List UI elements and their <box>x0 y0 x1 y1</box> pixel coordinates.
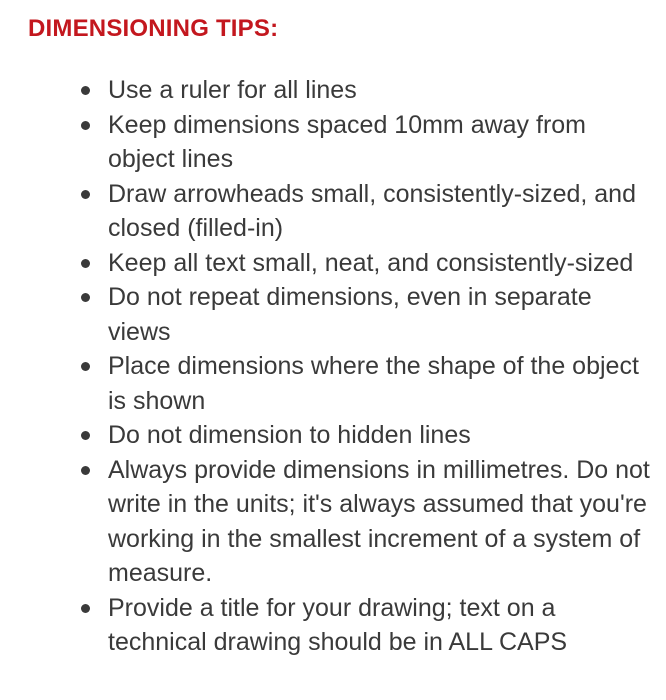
tips-list <box>108 73 653 660</box>
bullet-icon <box>81 604 90 613</box>
tip-text: Draw arrowheads small, consistently-sized, and closed (filled-in) <box>108 179 636 242</box>
bullet-icon <box>81 431 90 440</box>
bullet-icon <box>81 259 90 268</box>
tip-text: Place dimensions where the shape of the object is shown <box>108 352 639 415</box>
tip-text: Do not repeat dimensions, even in separate views <box>108 283 592 346</box>
bullet-icon <box>81 293 90 302</box>
list-item <box>108 280 653 349</box>
bullet-icon <box>81 121 90 130</box>
list-item <box>108 73 653 108</box>
page-title: DIMENSIONING TIPS: <box>28 15 279 42</box>
tip-text: Provide a title for your drawing; text on a technical drawing should be in ALL CAPS <box>108 593 568 656</box>
list-item <box>108 453 653 591</box>
list-item <box>108 591 653 660</box>
tip-text: Use a ruler for all lines <box>108 76 357 104</box>
tip-text: Do not dimension to hidden lines <box>108 421 471 449</box>
bullet-icon <box>81 362 90 371</box>
list-item <box>108 349 653 418</box>
tip-text: Keep dimensions spaced 10mm away from object lines <box>108 110 587 173</box>
tip-text: Always provide dimensions in millimetres. Do not write in the units; it's always assumed that you're working in the smallest increment of a system of measure. <box>108 455 650 587</box>
bullet-icon <box>81 190 90 199</box>
tip-text: Keep all text small, neat, and consistently-sized <box>108 248 634 277</box>
list-item <box>108 177 653 246</box>
bullet-icon <box>81 466 90 475</box>
list-item <box>108 108 653 177</box>
bullet-icon <box>81 86 90 95</box>
list-item <box>108 418 653 453</box>
list-item <box>108 246 653 281</box>
